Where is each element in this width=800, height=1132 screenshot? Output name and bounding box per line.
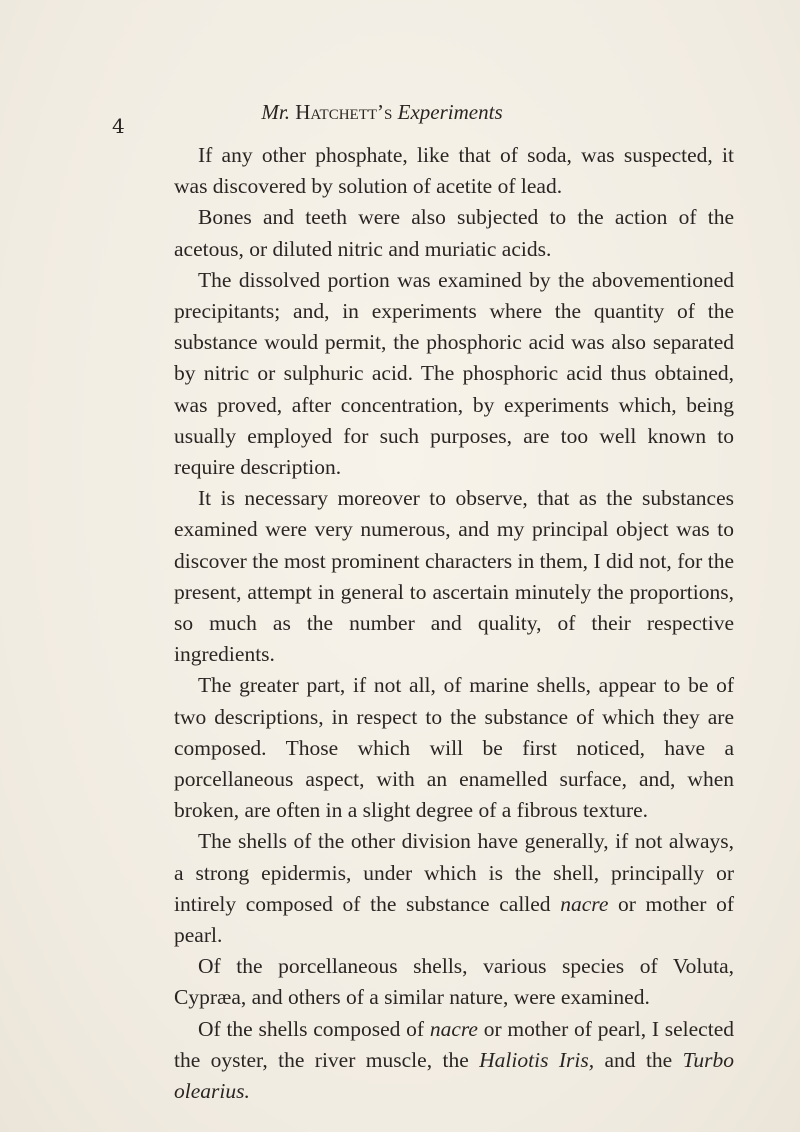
selected-text-1: Of the shells composed of <box>198 1016 430 1041</box>
running-head <box>112 100 652 140</box>
paragraph-selected-shells <box>174 1014 734 1108</box>
running-title-suffix: Experiments <box>397 100 503 124</box>
selected-text-3: and the <box>594 1047 683 1072</box>
paragraph-bones-teeth: Bones and teeth were also subjected to the action of the acetous, or diluted nitric and muriatic acids. <box>174 205 734 261</box>
paragraph-porcellaneous: Of the porcellaneous shells, various species of Voluta, Cypræa, and others of a similar nature, were examined. <box>174 954 734 1010</box>
running-title-prefix: Mr. <box>261 100 290 124</box>
page-number: 4 <box>112 114 125 138</box>
selected-text-2: or mother of pearl, I selected the oyster, the river muscle, the <box>174 1016 734 1072</box>
body-text <box>174 140 734 1107</box>
term-turbo-olearius: Turbo olearius. <box>174 1047 735 1104</box>
paragraph-marine-shells: The greater part, if not all, of marine shells, appear to be of two descriptions, in respect to the substance of which they are composed. Those which will be first noticed, have a porcellaneous aspect, with an enamelled surface, and, when broken, are often in a slight degree of a fibrous texture. <box>174 673 734 823</box>
paragraph-dissolved-portion: The dissolved portion was examined by the abovementioned precipitants; and, in experiments where the quantity of the substance would permit, the phosphoric acid was also separated by nitric or sulphuric acid. The phosphoric acid thus obtained, was proved, after concentration, by experiments which, being usually employed for such purposes, are too well known to require description. <box>174 267 734 480</box>
paragraph-other-division-text-2: or mother of pearl. <box>174 891 734 948</box>
paragraph-other-division <box>174 826 734 951</box>
term-nacre-2: nacre <box>429 1016 478 1041</box>
paragraph-other-division-text-1: The shells of the other division have generally, if not always, a strong epidermis, under which is the shell, principally or intirely composed of the substance called <box>174 829 734 916</box>
running-title <box>112 100 652 125</box>
running-title-name: Hatchett’s <box>295 100 393 124</box>
paragraph-necessary-observe: It is necessary moreover to observe, that as the substances examined were very numerous, and my principal object was to discover the most prominent characters in them, I did not, for the present, attempt in general to ascertain minutely the proportions, so much as the number and quality, of their respective ingredients. <box>174 486 734 667</box>
term-nacre: nacre <box>560 891 609 916</box>
term-haliotis-iris: Haliotis Iris, <box>479 1047 595 1072</box>
paragraph-phosphate: If any other phosphate, like that of soda, was suspected, it was discovered by solution of acetite of lead. <box>174 143 734 199</box>
